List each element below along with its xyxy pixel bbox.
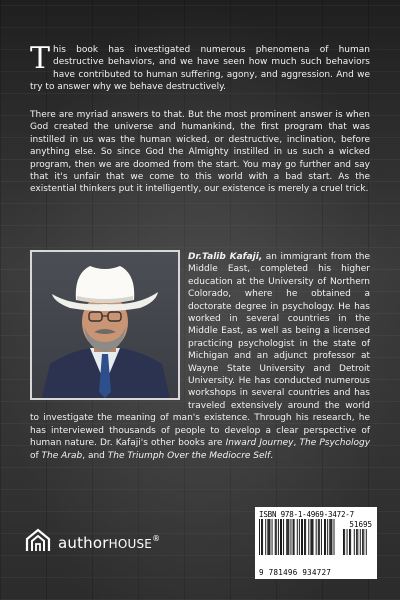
- price-code: 51695: [349, 520, 372, 529]
- registered-mark: ®: [152, 534, 161, 543]
- barcode-bars: [259, 519, 371, 563]
- publisher-logo: [24, 528, 160, 558]
- bio-end: .: [270, 450, 274, 461]
- bio-separator: , and: [82, 450, 108, 461]
- intro-text: his book has investigated numerous phenomena of human destructive behaviors, and we have seen how much such behaviors have contributed to human suffering, agony, and aggression. And we try to answer why we behave destructively.: [30, 45, 370, 93]
- answer-paragraph: There are myriad answers to that. But the most prominent answer is when God created the universe and humankind, the first program that was instilled in us was the human wicked, or destructive, inclination, before anything else. So since God the Almighty instilled in us such a wicked program, then we are doomed from the start. You may go further and say that it's unfair that we come to this world with a bad start. As the existential thinkers put it intelligently, our existence is merely a cruel trick.: [30, 110, 370, 195]
- bio-text: an immigrant from the Middle East, completed his higher education at the University of Northern Colorado, where he obtained a doctorate degree in psychology. He has worked in several countries in the Middle East, as well as being a licensed practicing psychologist in the state of Michigan and an adjunct professor at Wayne State University and Detroit University. He has conducted numerous workshops in several countries and has traveled extensively around the world to investigate the meaning of man's existence. Through his research, he has interviewed thousands of people to develop a clear perspective of human nature. Dr. Kafaji's other books are: [30, 252, 370, 449]
- bio-of: of: [30, 450, 42, 461]
- book-title-triumph: The Triumph Over the Mediocre Self: [107, 450, 271, 461]
- bio-separator: ,: [293, 438, 300, 449]
- authorhouse-logo-icon: [24, 527, 52, 559]
- isbn-barcode: [255, 507, 377, 579]
- author-bio: [30, 251, 370, 462]
- barcode-digits: 9 781496 934727: [259, 568, 332, 577]
- book-title-inward-journey: Inward Journey: [225, 438, 294, 449]
- publisher-name: [58, 534, 160, 552]
- book-title-psychology: The Psychology: [299, 438, 371, 449]
- publisher-name-part1: author: [58, 534, 109, 552]
- publisher-name-part2: HOUSE: [108, 537, 153, 551]
- author-name: Dr.Talib Kafaji,: [188, 252, 263, 262]
- drop-cap: T: [30, 41, 51, 76]
- isbn-number: ISBN 978-1-4969-3472-7: [259, 510, 354, 519]
- intro-paragraph: [30, 41, 370, 94]
- book-title-arab: The Arab: [41, 450, 83, 461]
